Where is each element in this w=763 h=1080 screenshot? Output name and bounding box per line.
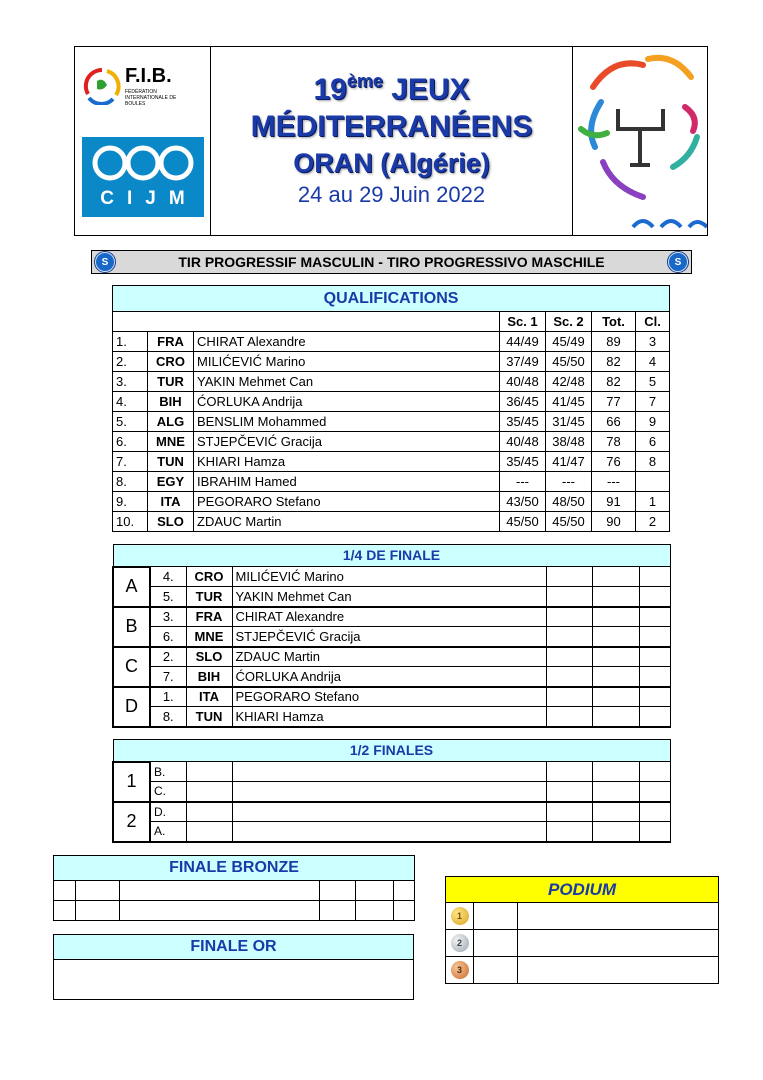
total-score: 78	[592, 432, 636, 452]
podium-row-bronze	[446, 957, 719, 984]
qualification-row	[113, 372, 670, 392]
player-name: STJEPČEVIĆ Gracija	[194, 432, 500, 452]
score-cell	[639, 647, 670, 667]
player-name: MILIĆEVIĆ Marino	[194, 352, 500, 372]
gold-final-title: FINALE OR	[54, 935, 414, 960]
seed-number: 5.	[150, 587, 186, 607]
total-score: 82	[592, 352, 636, 372]
oran-games-emblem-icon	[573, 47, 707, 235]
nation-code: MNE	[186, 627, 232, 647]
player-name: ĆORLUKA Andrija	[232, 667, 546, 687]
event-title: TIR PROGRESSIF MASCULIN - TIRO PROGRESSIVO MASCHILE	[178, 254, 605, 270]
group-label: 2	[113, 802, 150, 842]
qualification-row	[113, 492, 670, 512]
qualification-row	[113, 412, 670, 432]
cijm-logo	[82, 137, 204, 217]
score-cell	[592, 607, 639, 627]
score-2: 45/50	[546, 512, 592, 532]
score-cell	[639, 627, 670, 647]
rank-position: 1.	[113, 332, 148, 352]
classification	[636, 472, 670, 492]
score-cell	[592, 782, 639, 802]
qualifications-header-row	[113, 312, 670, 332]
player-name: KHIARI Hamza	[232, 707, 546, 727]
quarterfinal-row	[113, 667, 670, 687]
group-label: A	[113, 567, 150, 607]
qualifications-table	[112, 285, 670, 532]
seed-number: 2.	[150, 647, 186, 667]
score-cell	[592, 627, 639, 647]
edition-title	[211, 63, 573, 108]
player-name: CHIRAT Alexandre	[232, 607, 546, 627]
score-cell	[186, 762, 232, 782]
rank-position: 5.	[113, 412, 148, 432]
bronze-final-row	[54, 901, 415, 921]
total-score: 66	[592, 412, 636, 432]
rank-position: 6.	[113, 432, 148, 452]
player-name: PEGORARO Stefano	[194, 492, 500, 512]
gold-final-table	[53, 934, 414, 1000]
qualification-row	[113, 452, 670, 472]
sport-badge-icon: S	[668, 252, 688, 272]
player-name: BENSLIM Mohammed	[194, 412, 500, 432]
score-2: 48/50	[546, 492, 592, 512]
score-2: 45/50	[546, 352, 592, 372]
rank-position: 4.	[113, 392, 148, 412]
group-label: C	[113, 647, 150, 687]
player-name: CHIRAT Alexandre	[194, 332, 500, 352]
seed-number: 8.	[150, 707, 186, 727]
qualification-row	[113, 432, 670, 452]
quarterfinal-row	[113, 707, 670, 727]
fib-boule-icon	[83, 67, 121, 105]
score-1: 36/45	[500, 392, 546, 412]
player-name: YAKIN Mehmet Can	[194, 372, 500, 392]
quarterfinal-row	[113, 587, 670, 607]
score-cell	[639, 587, 670, 607]
score-cell	[592, 802, 639, 822]
player-name: ZDAUC Martin	[194, 512, 500, 532]
qualification-row	[113, 332, 670, 352]
score-cell	[592, 687, 639, 707]
semifinal-row	[113, 762, 670, 782]
total-score: 82	[592, 372, 636, 392]
column-header-total: Tot.	[592, 312, 636, 332]
nation-code: TUN	[148, 452, 194, 472]
slot-label: A.	[150, 822, 186, 842]
score-2: 41/47	[546, 452, 592, 472]
score-cell	[546, 762, 592, 782]
total-score: 90	[592, 512, 636, 532]
rank-position: 2.	[113, 352, 148, 372]
quarterfinals-title: 1/4 DE FINALE	[113, 545, 670, 567]
edition-number: 19	[313, 73, 347, 106]
silver-medal-icon: 2	[451, 934, 469, 952]
cijm-text: CIJM	[100, 188, 198, 209]
bronze-final-title: FINALE BRONZE	[54, 856, 415, 881]
header	[74, 46, 708, 236]
semifinals-title: 1/2 FINALES	[113, 740, 670, 762]
quarterfinal-row	[113, 687, 670, 707]
player-name: STJEPČEVIĆ Gracija	[232, 627, 546, 647]
score-cell	[639, 822, 670, 842]
seed-number: 6.	[150, 627, 186, 647]
classification: 6	[636, 432, 670, 452]
fib-subtitle: FÉDÉRATION INTERNATIONALE DE BOULES	[125, 89, 177, 107]
nation-code: ITA	[186, 687, 232, 707]
score-cell	[546, 567, 592, 587]
score-2: 41/45	[546, 392, 592, 412]
games-title: MÉDITERRANÉENS	[250, 110, 533, 143]
logos-cell	[75, 47, 211, 235]
podium-row-silver	[446, 930, 719, 957]
score-cell	[639, 762, 670, 782]
player-name: KHIARI Hamza	[194, 452, 500, 472]
score-cell	[592, 647, 639, 667]
qualification-row	[113, 512, 670, 532]
seed-number: 1.	[150, 687, 186, 707]
bronze-medal-icon: 3	[451, 961, 469, 979]
nation-code: ITA	[148, 492, 194, 512]
rank-position: 8.	[113, 472, 148, 492]
classification: 4	[636, 352, 670, 372]
score-2: 38/48	[546, 432, 592, 452]
score-1: 45/50	[500, 512, 546, 532]
score-cell	[592, 822, 639, 842]
column-header-sc1: Sc. 1	[500, 312, 546, 332]
group-label: B	[113, 607, 150, 647]
semifinal-row	[113, 802, 670, 822]
nation-code: TUR	[148, 372, 194, 392]
quarterfinal-row	[113, 567, 670, 587]
score-1: 40/48	[500, 432, 546, 452]
classification: 2	[636, 512, 670, 532]
nation-code: EGY	[148, 472, 194, 492]
semifinals-table	[112, 739, 671, 843]
score-1: ---	[500, 472, 546, 492]
classification: 3	[636, 332, 670, 352]
score-cell	[639, 687, 670, 707]
fib-logo	[83, 65, 197, 107]
nation-code: ALG	[148, 412, 194, 432]
score-cell	[639, 607, 670, 627]
score-cell	[546, 687, 592, 707]
score-cell	[546, 667, 592, 687]
podium-row-gold	[446, 903, 719, 930]
podium-title: PODIUM	[446, 877, 719, 903]
score-1: 40/48	[500, 372, 546, 392]
score-2: 31/45	[546, 412, 592, 432]
score-cell	[639, 667, 670, 687]
score-cell	[546, 707, 592, 727]
score-cell	[592, 667, 639, 687]
total-score: 91	[592, 492, 636, 512]
group-label: 1	[113, 762, 150, 802]
nation-code: CRO	[186, 567, 232, 587]
score-1: 35/45	[500, 412, 546, 432]
quarterfinal-row	[113, 627, 670, 647]
rank-position: 7.	[113, 452, 148, 472]
total-score: ---	[592, 472, 636, 492]
slot-label: D.	[150, 802, 186, 822]
title-word: JEUX	[391, 73, 470, 106]
podium-table	[445, 876, 719, 984]
player-name: YAKIN Mehmet Can	[232, 587, 546, 607]
score-cell	[592, 762, 639, 782]
score-cell	[592, 587, 639, 607]
classification: 9	[636, 412, 670, 432]
total-score: 77	[592, 392, 636, 412]
qualification-row	[113, 352, 670, 372]
score-1: 35/45	[500, 452, 546, 472]
nation-code: BIH	[148, 392, 194, 412]
column-header-rank: Cl.	[636, 312, 670, 332]
player-name: ZDAUC Martin	[232, 647, 546, 667]
slot-label: C.	[150, 782, 186, 802]
score-cell	[546, 587, 592, 607]
score-cell	[639, 567, 670, 587]
score-1: 43/50	[500, 492, 546, 512]
score-cell	[546, 647, 592, 667]
score-cell	[546, 782, 592, 802]
score-cell	[639, 782, 670, 802]
quarterfinals-table	[112, 544, 671, 728]
classification: 5	[636, 372, 670, 392]
score-cell	[546, 627, 592, 647]
qualifications-title: QUALIFICATIONS	[113, 286, 670, 312]
score-cell	[186, 822, 232, 842]
score-cell	[546, 607, 592, 627]
total-score: 76	[592, 452, 636, 472]
nation-code: SLO	[186, 647, 232, 667]
player-name: IBRAHIM Hamed	[194, 472, 500, 492]
event-dates: 24 au 29 Juin 2022	[297, 182, 486, 207]
fib-title: F.I.B.	[125, 65, 172, 87]
score-cell	[592, 707, 639, 727]
nation-code: FRA	[186, 607, 232, 627]
player-name: PEGORARO Stefano	[232, 687, 546, 707]
slot-label: B.	[150, 762, 186, 782]
seed-number: 4.	[150, 567, 186, 587]
score-cell	[592, 567, 639, 587]
bronze-final-row	[54, 881, 415, 901]
gold-final-row	[54, 960, 414, 1000]
score-2: 42/48	[546, 372, 592, 392]
quarterfinals-body	[113, 567, 670, 727]
nation-code: BIH	[186, 667, 232, 687]
score-cell	[639, 802, 670, 822]
score-2: ---	[546, 472, 592, 492]
seed-number: 7.	[150, 667, 186, 687]
group-label: D	[113, 687, 150, 727]
host-city: ORAN (Algérie)	[293, 148, 490, 178]
nation-code: TUR	[186, 587, 232, 607]
classification: 8	[636, 452, 670, 472]
total-score: 89	[592, 332, 636, 352]
rank-position: 10.	[113, 512, 148, 532]
score-cell	[232, 762, 546, 782]
nation-code: TUN	[186, 707, 232, 727]
qualification-row	[113, 472, 670, 492]
score-1: 37/49	[500, 352, 546, 372]
classification: 7	[636, 392, 670, 412]
nation-code: SLO	[148, 512, 194, 532]
rank-position: 3.	[113, 372, 148, 392]
semifinal-row	[113, 782, 670, 802]
event-title-bar	[91, 250, 692, 274]
edition-suffix: ème	[346, 71, 383, 91]
score-cell	[186, 782, 232, 802]
nation-code: FRA	[148, 332, 194, 352]
score-cell	[546, 802, 592, 822]
score-cell	[232, 822, 546, 842]
nation-code: CRO	[148, 352, 194, 372]
semifinals-body	[113, 762, 670, 842]
semifinal-row	[113, 822, 670, 842]
qualifications-body	[113, 332, 670, 532]
score-cell	[232, 802, 546, 822]
score-1: 44/49	[500, 332, 546, 352]
event-title-cell	[211, 47, 574, 235]
nation-code: MNE	[148, 432, 194, 452]
classification: 1	[636, 492, 670, 512]
oran-emblem-cell	[573, 47, 707, 235]
score-cell	[546, 822, 592, 842]
score-2: 45/49	[546, 332, 592, 352]
rank-position: 9.	[113, 492, 148, 512]
sport-badge-icon: S	[95, 252, 115, 272]
cijm-rings-icon	[88, 143, 198, 183]
score-cell	[232, 782, 546, 802]
score-cell	[639, 707, 670, 727]
gold-medal-icon: 1	[451, 907, 469, 925]
column-header-sc2: Sc. 2	[546, 312, 592, 332]
qualification-row	[113, 392, 670, 412]
bronze-final-table	[53, 855, 415, 921]
score-cell	[186, 802, 232, 822]
seed-number: 3.	[150, 607, 186, 627]
player-name: MILIĆEVIĆ Marino	[232, 567, 546, 587]
quarterfinal-row	[113, 647, 670, 667]
quarterfinal-row	[113, 607, 670, 627]
player-name: ĆORLUKA Andrija	[194, 392, 500, 412]
